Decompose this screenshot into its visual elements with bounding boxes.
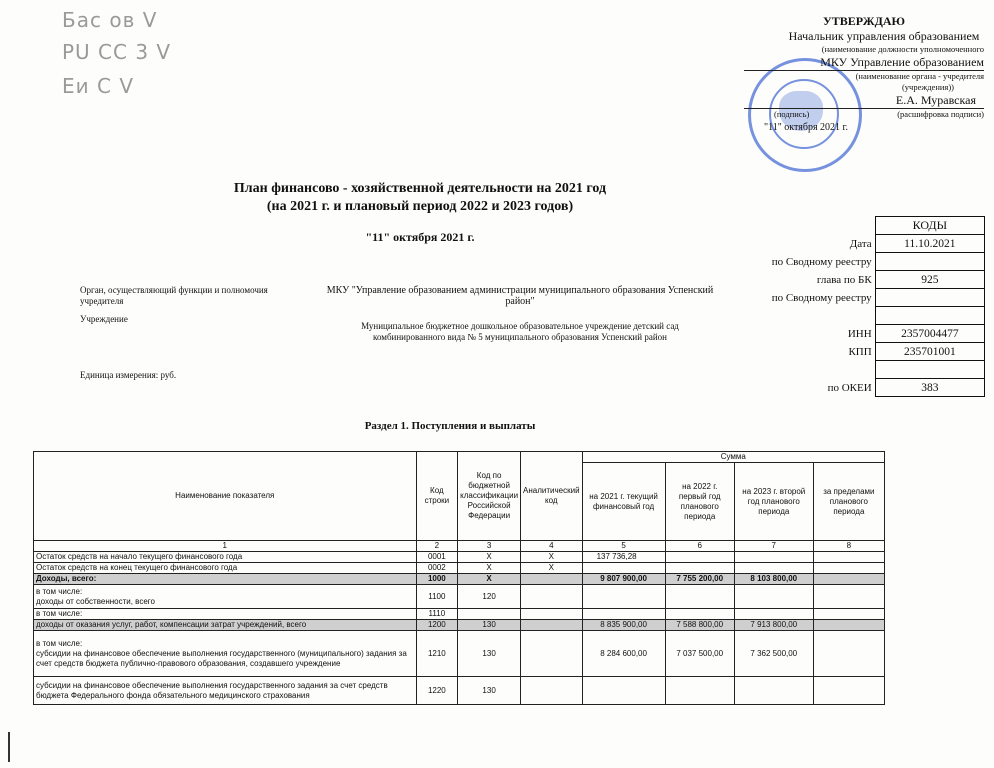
row-kbk: 130 (458, 620, 521, 631)
header-name: Наименование показателя (34, 452, 417, 541)
row-analytic: X (521, 563, 583, 574)
code-label: по Сводному реестру (771, 255, 872, 268)
row-value-2023 (734, 609, 813, 620)
row-value-2023: 7 913 800,00 (734, 620, 813, 631)
approval-organ: МКУ Управление образованием (744, 55, 984, 71)
scan-edge-mark (8, 732, 10, 762)
row-code: 1110 (416, 609, 458, 620)
row-value-beyond (813, 631, 884, 677)
row-value-2021: 8 284 600,00 (582, 631, 665, 677)
row-value-2022 (665, 563, 734, 574)
approval-organ-caption: (наименование органа - учредителя (855, 71, 984, 81)
section-title: Раздел 1. Поступления и выплаты (364, 420, 536, 432)
row-name: Остаток средств на конец текущего финансового года (34, 563, 417, 574)
header-analytic: Аналитический код (521, 452, 583, 541)
header-kbk: Код по бюджетной классификации Российской Федерации (458, 452, 521, 541)
row-value-2021 (582, 585, 665, 609)
column-number: 1 (34, 541, 417, 552)
column-number: 4 (521, 541, 583, 552)
row-value-2023 (734, 677, 813, 705)
row-code: 0001 (416, 552, 458, 563)
row-value-beyond (813, 563, 884, 574)
code-value: 2357004477 (875, 325, 984, 343)
header-2022: на 2022 г. первый год планового периода (665, 463, 734, 541)
row-name: Доходы, всего: (34, 574, 417, 585)
row-value-2022: 7 755 200,00 (665, 574, 734, 585)
row-name: субсидии на финансовое обеспечение выполнения государственного задания за счет средств бюджета Федерального фонда обязательного медицинского страхования (34, 677, 417, 705)
header-2021: на 2021 г. текущий финансовый год (582, 463, 665, 541)
organ-label: Орган, осуществляющий функции и полномочия учредителя (80, 285, 268, 306)
handwritten-note-2: PU СС 3 V (62, 40, 172, 64)
code-label: глава по БК (816, 273, 872, 286)
code-value (875, 307, 984, 325)
code-label: по Сводному реестру (771, 291, 872, 304)
column-number: 6 (665, 541, 734, 552)
row-value-beyond (813, 574, 884, 585)
code-label: ИНН (847, 327, 872, 340)
title-line-1: План финансово - хозяйственной деятельности на 2021 год (233, 181, 607, 196)
row-kbk: X (458, 574, 521, 585)
header-2023: на 2023 г. второй год планового периода (734, 463, 813, 541)
code-value: 383 (875, 379, 984, 397)
row-kbk: X (458, 563, 521, 574)
codes-header: КОДЫ (875, 217, 984, 235)
row-value-2022 (665, 585, 734, 609)
row-value-2023 (734, 552, 813, 563)
code-label (761, 307, 875, 325)
row-name: доходы от оказания услуг, работ, компенсации затрат учреждений, всего (34, 620, 417, 631)
title-line-2: (на 2021 г. и плановый период 2022 и 2023 годов) (266, 199, 574, 214)
approval-decode-caption: (расшифровка подписи) (897, 109, 984, 119)
row-name: в том числе: доходы от собственности, всего (34, 585, 417, 609)
row-code: 1000 (416, 574, 458, 585)
row-code: 0002 (416, 563, 458, 574)
row-name: Остаток средств на начало текущего финансового года (34, 552, 417, 563)
row-analytic (521, 677, 583, 705)
row-name: в том числе: субсидии на финансовое обеспечение выполнения государственного (муниципального) задания за счет средств бюджета публично-правового образования, создавшего учреждение (34, 631, 417, 677)
row-value-beyond (813, 552, 884, 563)
institution-value: Муниципальное бюджетное дошкольное образовательное учреждение детский сад комбинированного вида № 5 муниципального образования Успенский район (361, 321, 679, 342)
approval-block (744, 14, 984, 135)
row-analytic (521, 609, 583, 620)
row-code: 1200 (416, 620, 458, 631)
table-row (34, 620, 885, 631)
row-value-2022: 7 037 500,00 (665, 631, 734, 677)
row-kbk (458, 609, 521, 620)
header-code: Код строки (416, 452, 458, 541)
page-title (150, 180, 690, 216)
row-value-2023: 8 103 800,00 (734, 574, 813, 585)
header-sum: Сумма (582, 452, 884, 463)
table-row (34, 585, 885, 609)
organ-value: МКУ "Управление образованием администрации муниципального образования Успенский район" (326, 285, 714, 307)
row-value-2021 (582, 563, 665, 574)
row-value-beyond (813, 609, 884, 620)
row-analytic (521, 574, 583, 585)
row-analytic (521, 631, 583, 677)
row-kbk: 120 (458, 585, 521, 609)
row-value-2022: 7 588 800,00 (665, 620, 734, 631)
approval-organ-caption-2: (учреждения)) (901, 82, 954, 92)
handwritten-note-3: Еи С V (62, 74, 134, 98)
code-value: 11.10.2021 (875, 235, 984, 253)
row-analytic (521, 620, 583, 631)
code-label (761, 361, 875, 379)
row-value-beyond (813, 585, 884, 609)
row-code: 1210 (416, 631, 458, 677)
table-row-total (34, 574, 885, 585)
code-label: по ОКЕИ (827, 381, 872, 394)
row-value-2021 (582, 609, 665, 620)
approval-signer: Е.А. Муравская (744, 93, 984, 109)
column-number: 3 (458, 541, 521, 552)
column-number: 5 (582, 541, 665, 552)
row-value-2023 (734, 563, 813, 574)
row-code: 1220 (416, 677, 458, 705)
row-value-2023 (734, 585, 813, 609)
row-value-2021 (582, 677, 665, 705)
code-value (875, 361, 984, 379)
document-date: "11" октября 2021 г. (365, 230, 475, 244)
row-code: 1100 (416, 585, 458, 609)
column-number: 2 (416, 541, 458, 552)
code-value: 925 (875, 271, 984, 289)
codes-panel (761, 216, 985, 397)
column-number: 7 (734, 541, 813, 552)
approval-date: "11" октября 2021 г. (764, 122, 849, 133)
approval-position: Начальник управления образованием (788, 29, 980, 43)
row-name: в том числе: (34, 609, 417, 620)
row-analytic: X (521, 552, 583, 563)
row-value-2022 (665, 552, 734, 563)
finance-table (33, 451, 885, 705)
institution-label: Учреждение (80, 314, 128, 324)
table-row (34, 677, 885, 705)
row-kbk: 130 (458, 677, 521, 705)
table-row (34, 552, 885, 563)
row-kbk: X (458, 552, 521, 563)
row-value-2022 (665, 677, 734, 705)
table-row (34, 631, 885, 677)
code-label: КПП (848, 345, 872, 358)
approval-position-caption: (наименование должности уполномоченного (821, 44, 984, 54)
header-beyond: за пределами планового периода (813, 463, 884, 541)
row-value-2022 (665, 609, 734, 620)
row-value-beyond (813, 620, 884, 631)
row-kbk: 130 (458, 631, 521, 677)
row-value-2021: 9 807 900,00 (582, 574, 665, 585)
code-value (875, 289, 984, 307)
approval-heading: УТВЕРЖДАЮ (822, 14, 906, 28)
row-analytic (521, 585, 583, 609)
column-number: 8 (813, 541, 884, 552)
code-value (875, 253, 984, 271)
approval-sign-caption: (подпись) (774, 109, 810, 119)
row-value-2021: 137 736,28 (582, 552, 665, 563)
handwritten-note-1: Бас ов V (62, 8, 158, 32)
table-row (34, 609, 885, 620)
table-row (34, 563, 885, 574)
row-value-2023: 7 362 500,00 (734, 631, 813, 677)
unit-label: Единица измерения: руб. (80, 370, 177, 380)
row-value-beyond (813, 677, 884, 705)
code-value: 235701001 (875, 343, 984, 361)
code-label: Дата (849, 237, 872, 250)
row-value-2021: 8 835 900,00 (582, 620, 665, 631)
